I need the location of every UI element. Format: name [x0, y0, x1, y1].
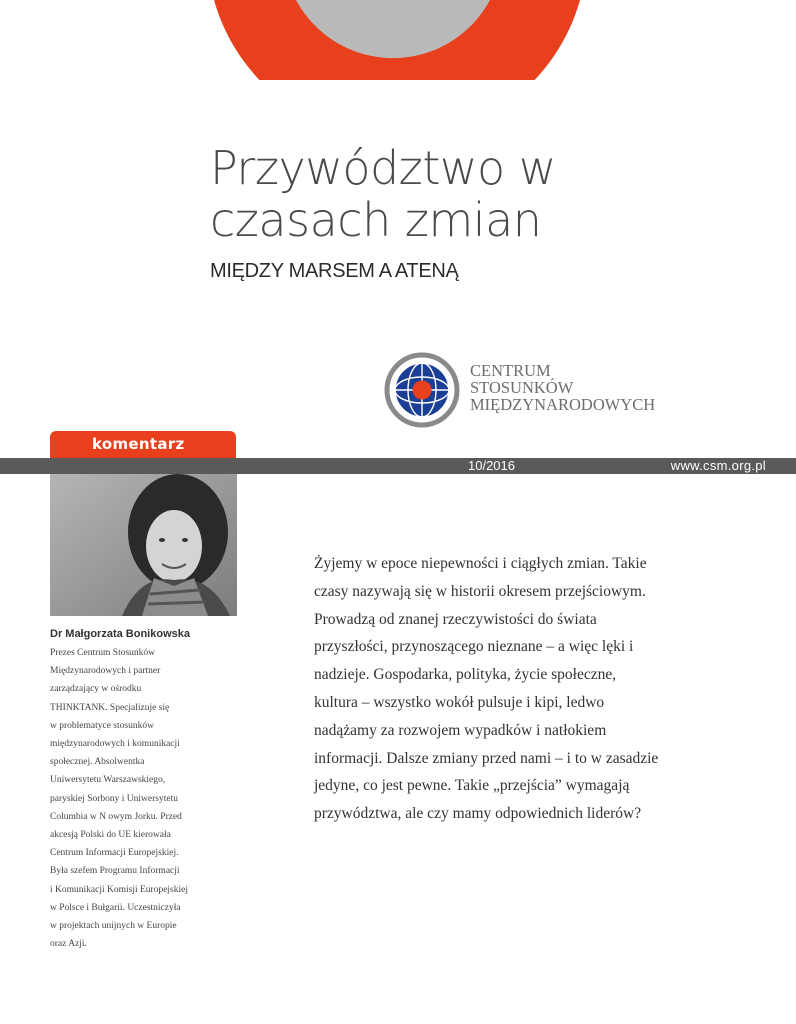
article-body [314, 550, 664, 828]
bio-line: Columbia w N owym Jorku. Przed [50, 811, 182, 822]
info-bar [0, 458, 796, 474]
globe-logo-icon [384, 352, 460, 428]
bio-line: Uniwersytetu Warszawskiego, [50, 775, 166, 786]
body-line: jedyne, co jest pewne. Takie „przejścia” wymagają [314, 777, 630, 795]
author-bio [50, 644, 210, 953]
body-line: Żyjemy w epoce niepewności i ciągłych zmian. Takie [314, 555, 647, 572]
bio-line: Prezes Centrum Stosunków [50, 648, 156, 658]
logo-line: MIĘDZYNARODOWYCH [470, 395, 656, 414]
body-line: nadzieje. Gospodarka, polityka, życie społeczne, [314, 666, 617, 684]
bio-line: i Komunikacji Komisji Europejskiej [50, 884, 188, 895]
komentarz-tab: komentarz [50, 431, 236, 458]
body-line: Prowadzą od znanej rzeczywistości do świata [314, 610, 597, 628]
bio-line: w problematyce stosunków [50, 720, 154, 731]
bio-line: Centrum Informacji Europejskiej. [50, 848, 179, 859]
issue-number: 10/2016 [468, 458, 515, 473]
bio-line: międzynarodowych i komunikacji [50, 739, 180, 750]
csm-logo [384, 352, 656, 428]
body-line: informacji. Dalsze zmiany przed nami – i to w zasadzie [314, 749, 659, 767]
bio-line: akcesją Polski do UE kierowała [50, 830, 171, 841]
bio-line: Międzynarodowych i partner [50, 666, 161, 677]
page-subtitle: MIĘDZY MARSEM A ATENĄ [210, 260, 459, 282]
logo-line: CENTRUM [470, 361, 551, 380]
author-name: Dr Małgorzata Bonikowska [50, 628, 190, 640]
body-line: nadążamy za rozwojem wypadków i natłokiem [314, 721, 607, 739]
bio-line: paryskiej Sorbony i Uniwersytetu [50, 793, 178, 804]
bio-line: oraz Azji. [50, 939, 87, 950]
header-arc-graphic [0, 0, 796, 80]
bio-line: Była szefem Programu Informacji [50, 866, 180, 877]
bio-line: w Polsce i Bułgarii. Uczestniczyła [50, 902, 181, 913]
website-link[interactable]: www.csm.org.pl [670, 458, 766, 473]
bio-line: THINKTANK. Specjalizuje się [50, 702, 170, 713]
bio-line: zarządzający w ośrodku [50, 684, 142, 695]
bio-line: społecznej. Absolwentka [50, 757, 145, 768]
portrait-image [50, 474, 237, 616]
body-line: przyszłości, przynoszącego nieznane – a więc lęki i [314, 638, 634, 656]
body-line: kultura – wszystko wokół pulsuje i kipi, ledwo [314, 693, 605, 711]
logo-line: STOSUNKÓW [470, 378, 574, 397]
author-photo [50, 474, 237, 616]
page-title: Przywództwo w czasach zmian [210, 141, 556, 247]
body-line: czasy nazywają się w historii okresem przejściowym. [314, 582, 646, 600]
logo-wordmark [470, 362, 655, 413]
bio-line: w projektach unijnych w Europie [50, 921, 177, 932]
body-line: przywództwa, ale czy mamy odpowiednich liderów? [314, 805, 642, 823]
